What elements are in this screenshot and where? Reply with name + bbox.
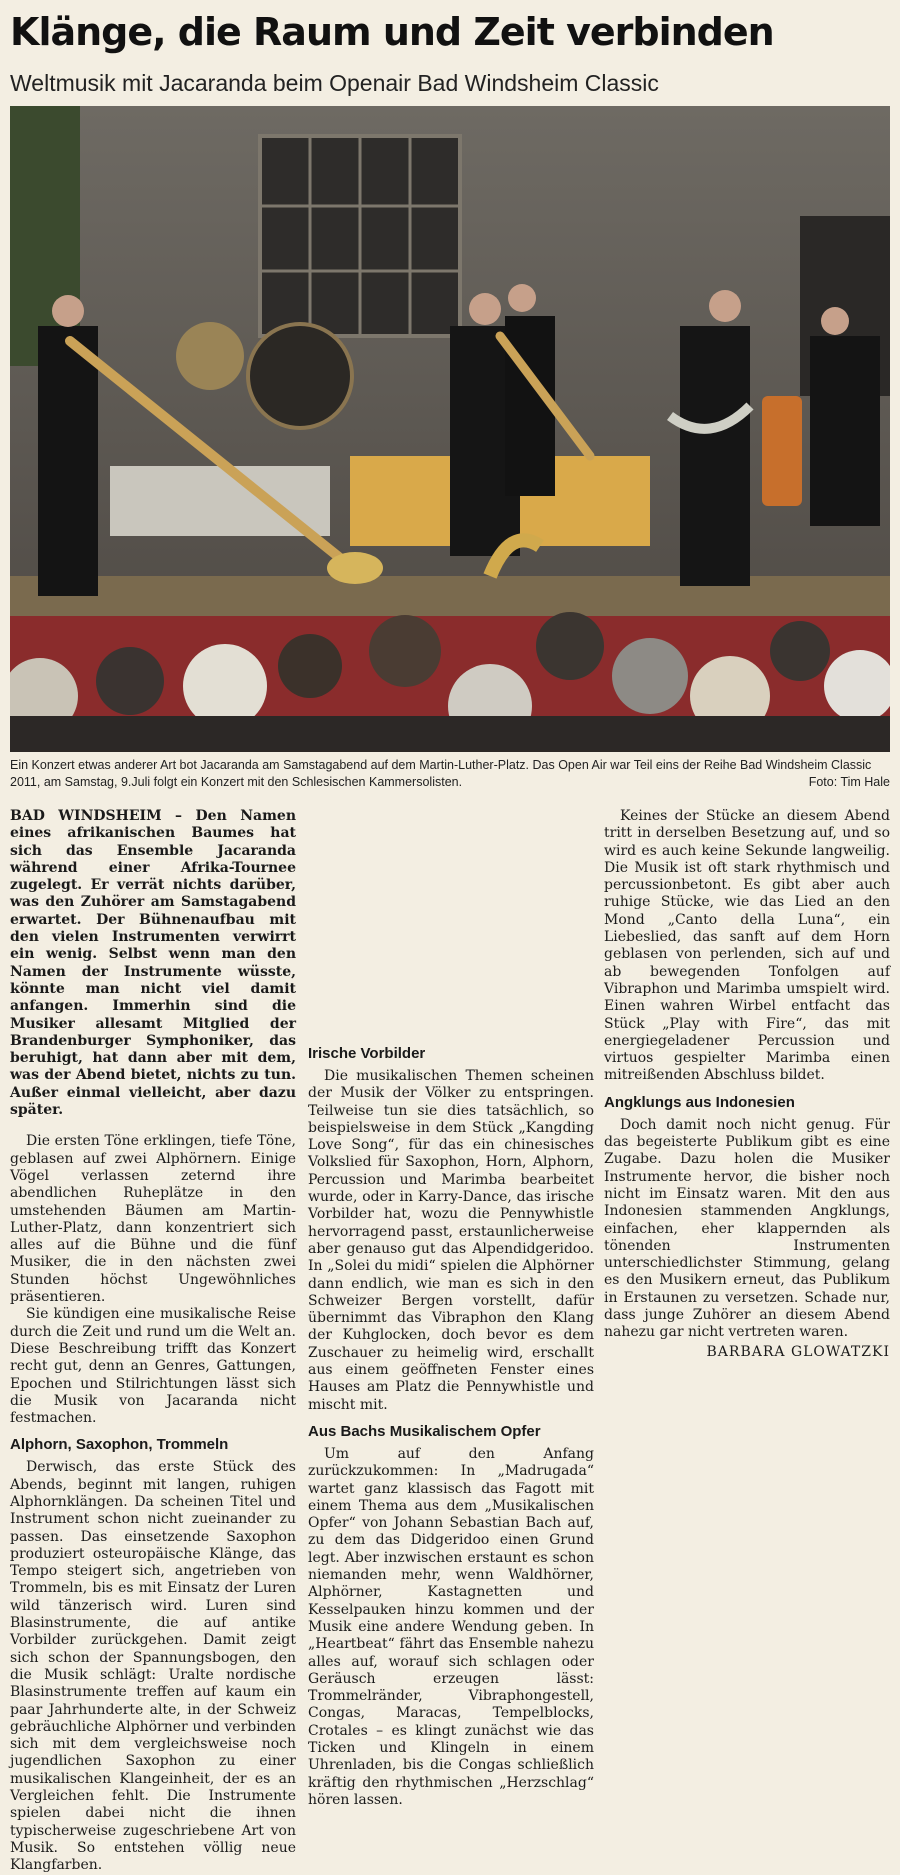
lead-paragraph: BAD WINDSHEIM – Den Namen eines afrikanischen Baumes hat sich das Ensemble Jacaranda während einer Afrika-Tournee zugelegt. Er verrät nichts darüber, was den Zuhörer am Samstagabend erwartet. Der Bühnenaufbau mit den vielen Instrumenten verwirrt ein wenig. Selbst wenn man den Namen der Instrumente wüsste, könnte man nicht viel damit anfangen. Immerhin sind die Musiker allesamt Mitglied der Brandenburger Symphoniker, das beruhigt, hat dann aber mit dem, was der Abend bietet, nichts zu tun. Außer einmal vielleicht, aber dazu später. — [10, 808, 296, 1119]
body-paragraph: Die ersten Töne erklingen, tiefe Töne, geblasen auf zwei Alphörnern. Einige Vögel verlassen zeternd ihre abendlichen Ruheplätze in den umstehenden Bäumen am Martin-Luther-Platz, dann konzentriert sich alles auf die Bühne und die fünf Musiker, die in den nächsten zwei Stunden höchst Ungewöhnliches präsentieren. — [10, 1133, 296, 1306]
body-paragraph: Sie kündigen eine musikalische Reise durch die Zeit und rund um die Welt an. Diese Beschreibung trifft das Konzert recht gut, denn an Genres, Gattungen, Epochen und Stilrichtungen lässt sich die Musik von Jacaranda nicht festmachen. — [10, 1306, 296, 1427]
headline: Klänge, die Raum und Zeit verbinden — [10, 10, 774, 54]
photo-credit: Foto: Tim Hale — [808, 775, 890, 789]
article-column-1 — [10, 808, 296, 1874]
body-paragraph: Keines der Stücke an diesem Abend tritt in derselben Besetzung auf, und so wird es auch keine Sekunde langweilig. Die Musik ist oft stark rhythmisch und percussionbetont. Es gibt aber auch ruhige Stücke, wie das Lied an den Mond „Canto della Luna“, ein Liebeslied, das sanft auf dem Horn geblasen von perlenden, sich auf und ab bewegenden Tonfolgen auf Vibraphon und Marimba umspielt wird. Einen wahren Wirbel entfacht das Stück „Play with Fire“, das mit energiegeladener Percussion und virtuos gespielter Marimba einen mitreißenden Abschluss bildet. — [604, 808, 890, 1084]
body-paragraph: Um auf den Anfang zurückzukommen: In „Madrugada“ wartet ganz klassisch das Fagott mit einem Thema aus dem „Musikalischen Opfer“ von Johann Sebastian Bach auf, zu dem das Didgeridoo einen Grund legt. Aber inzwischen erstaunt es schon niemanden mehr, wenn Waldhörner, Alphörner, Kastagnetten und Kesselpauken hinzu kommen und der Musik eine andere Wendung geben. In „Heartbeat“ fährt das Ensemble nahezu alles auf, worauf sich schlagen oder Geräusch erzeugen lässt: Trommelränder, Vibraphongestell, Congas, Maracas, Tempelblocks, Crotales – es klingt zunächst wie das Ticken und Klingeln in einem Uhrenladen, bis die Congas schließlich kräftig den rhythmischen „Herzschlag“ hören lassen. — [308, 1445, 594, 1808]
body-paragraph: Derwisch, das erste Stück des Abends, beginnt mit langen, ruhigen Alphornklängen. Da scheinen Titel und Instrument schon nicht zueinander zu passen. Das einsetzende Saxophon produziert osteuropäische Klänge, das Tempo steigert sich, angetrieben von Trommeln, bis es mit Einsatz der Luren wild tänzerisch wird. Luren sind Blasinstrumente, die auf antike Vorbilder zurückgehen. Damit zeigt sich schon der Spannungsbogen, den die Musik schlägt: Uralte nordische Blasinstrumente treffen auf kaum ein paar Jahrhunderte alte, in der Schweiz gebräuchliche Alphörner und verbinden sich mit dem vergleichsweise noch jugendlichen Saxophon zu einer musikalischen Klangeinheit, der es an Vergleichen fehlt. Die Instrumente spielen dabei nicht die ihnen typischerweise zugeschriebene Art von Musik. So entstehen völlig neue Klangfarben. — [10, 1459, 296, 1874]
concert-photo — [10, 106, 890, 752]
subheading: Alphorn, Saxophon, Trommeln — [10, 1436, 229, 1454]
article-column-2 — [308, 808, 594, 1808]
body-paragraph: Die musikalischen Themen scheinen der Musik der Völker zu entspringen. Teilweise tun sie dies tatsächlich, so beispielsweise in dem Stück „Kangding Love Song“, für das ein chinesisches Volkslied für Saxophon, Horn, Alphorn, Percussion und Marimba bearbeitet wurde, oder in Karry-Dance, das irische Vorbilder hat, wozu die Pennywhistle hervorragend passt, erstaunlicherweise aber genauso gut das Alpendidgeridoo. In „Solei du midi“ spielen die Alphörner dann endlich, wie man es sich in den Schweizer Bergen vorstellt, dafür übernimmt das Vibraphon den Klang der Kuhglocken, doch bevor es dem Zuschauer zu heimelig wird, erschallt aus einem geöffneten Fenster eines Hauses am Platz die Pennywhistle und mischt mit. — [308, 1068, 594, 1413]
subheadline: Weltmusik mit Jacaranda beim Openair Bad Windsheim Classic — [10, 70, 659, 96]
subheading: Angklungs aus Indonesien — [604, 1093, 795, 1111]
article-column-3 — [604, 808, 890, 1558]
concert-photo-illustration — [10, 106, 890, 752]
body-paragraph: Doch damit noch nicht genug. Für das begeisterte Publikum gibt es eine Zugabe. Dazu holen die Musiker Instrumente hervor, die bisher noch nicht im Einsatz waren. Mit den aus Indonesien stammenden Angklungs, einfachen, eher klappernden als tönenden Instrumenten unterschiedlichster Stimmung, gelang es den Musikern erneut, das Publikum in Erstaunen zu versetzen. Schade nur, dass junge Zuhörer an diesem Abend nahezu gar nicht vertreten waren. — [604, 1116, 890, 1341]
byline: BARBARA GLOWATZKI — [706, 1343, 890, 1360]
subheading: Aus Bachs Musikalischem Opfer — [308, 1422, 541, 1440]
subheading: Irische Vorbilder — [308, 1045, 426, 1062]
photo-caption — [10, 757, 890, 791]
caption-text: Ein Konzert etwas anderer Art bot Jacaranda am Samstagabend auf dem Martin-Luther-Platz. Das Open Air war Teil eins der Reihe Bad Windsheim Classic 2011, am Samstag, 9.Juli folgt ein Konzert mit den Schlesischen Kammersolisten. — [10, 758, 872, 789]
